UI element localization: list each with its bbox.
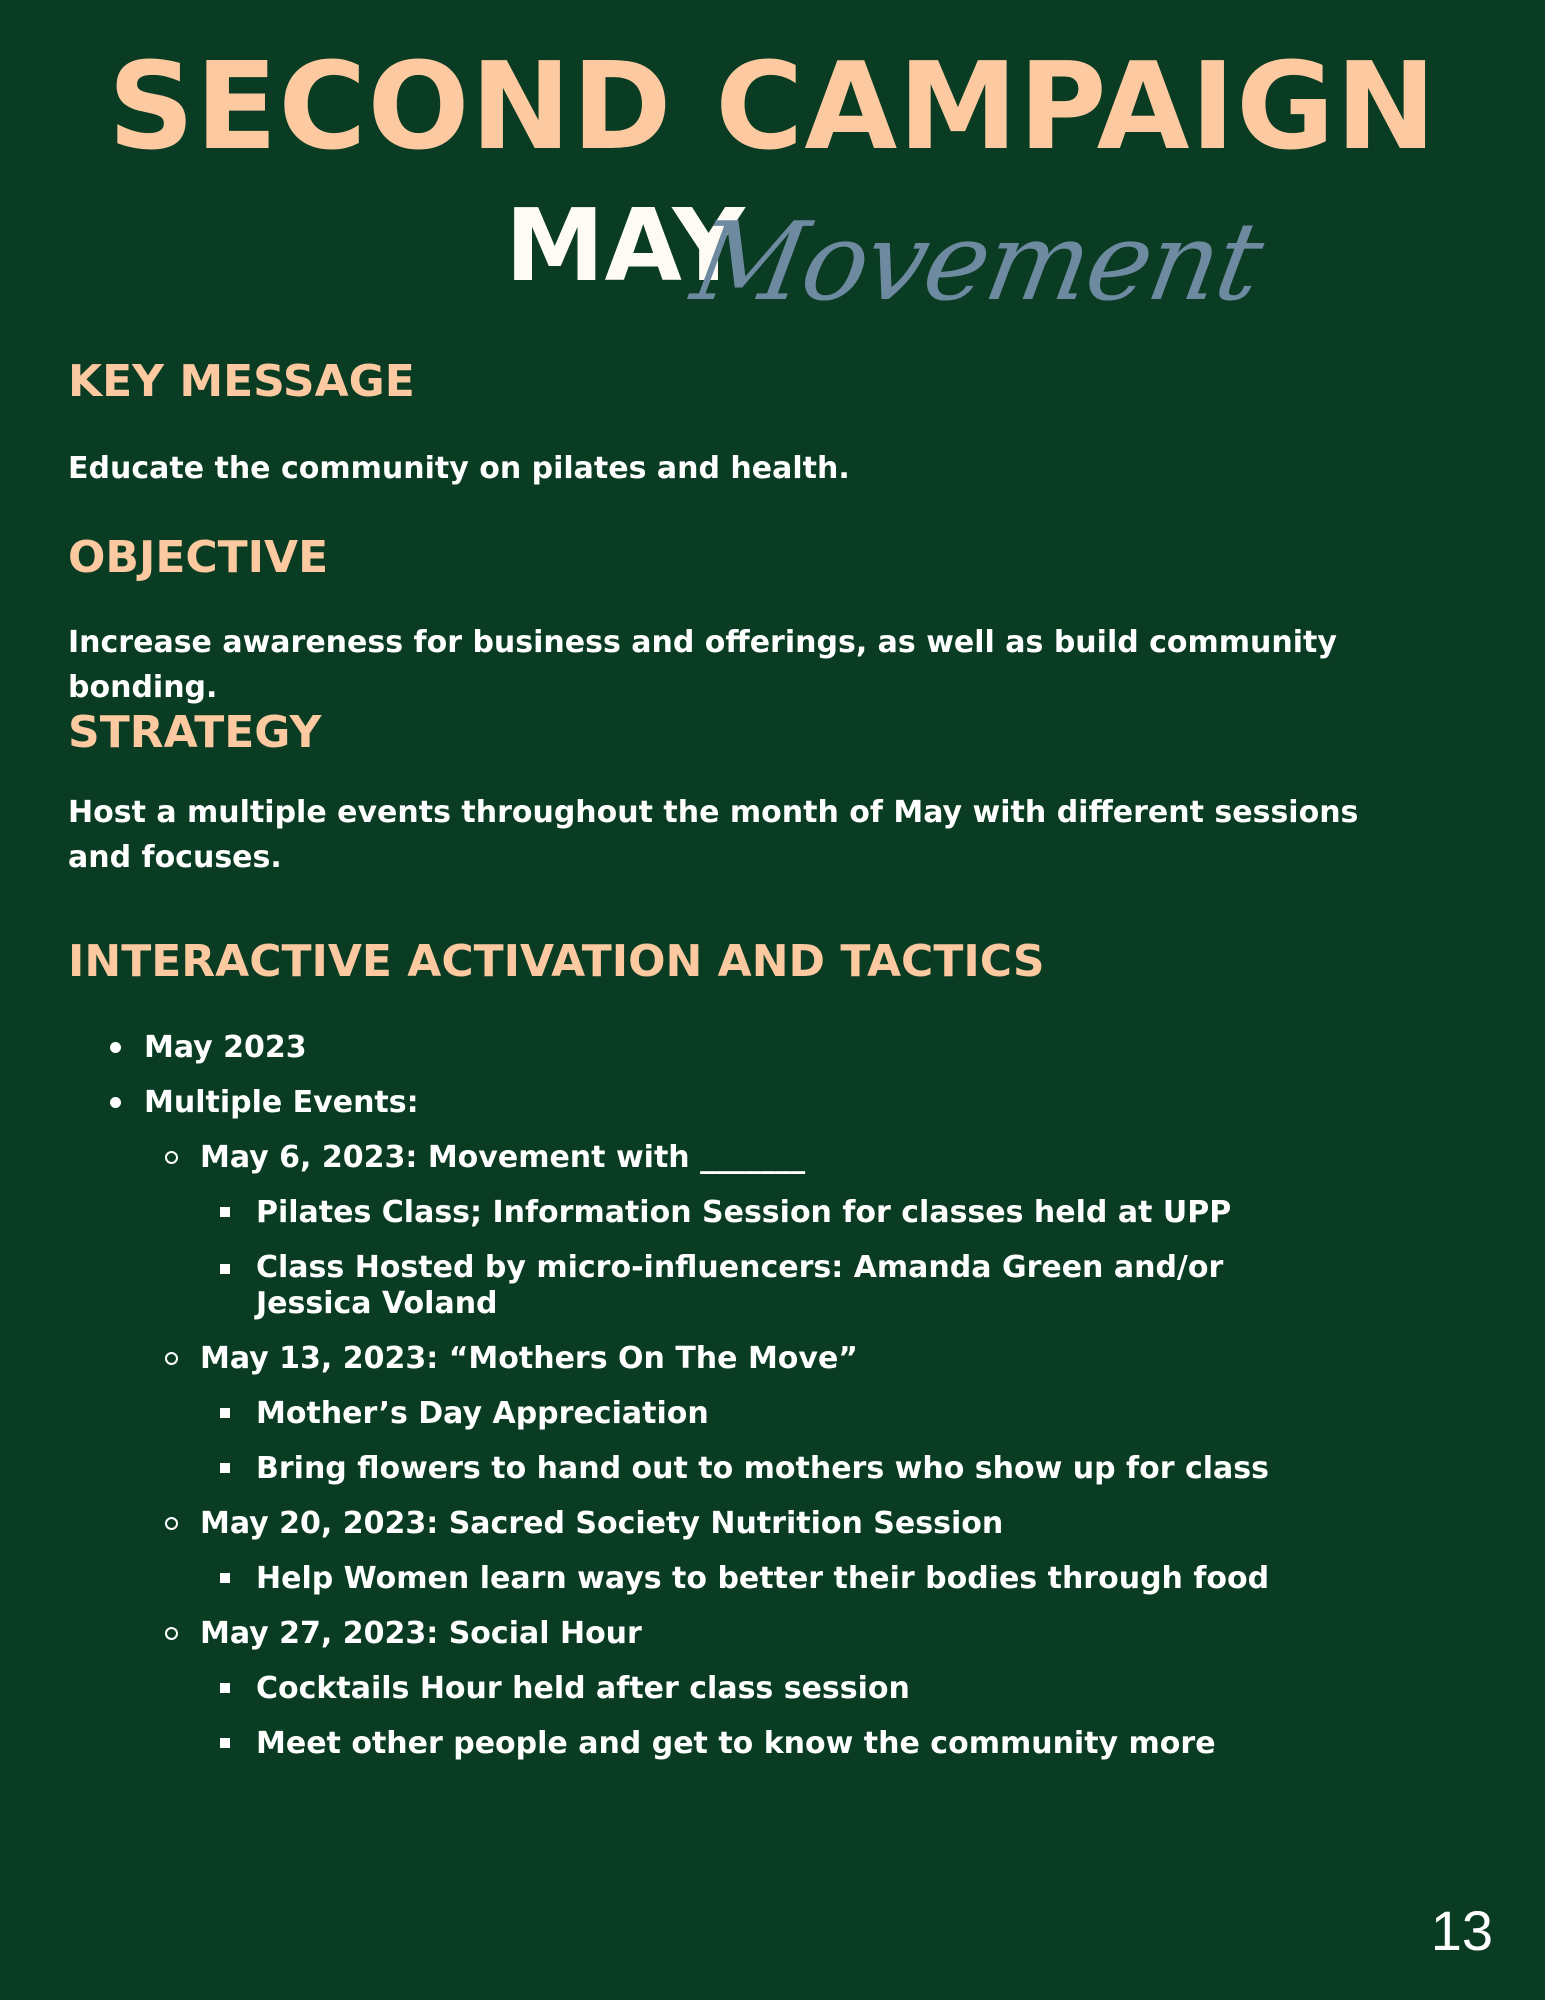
bullet-circle-icon: [165, 1151, 178, 1164]
bullet-square-icon: [220, 1408, 230, 1418]
strategy-heading: STRATEGY: [68, 707, 322, 758]
campaign-script-title: Movement: [684, 200, 1270, 325]
list-item-text: May 6, 2023: Movement with _______: [200, 1140, 806, 1175]
bullet-circle-icon: [165, 1517, 178, 1530]
list-item: [68, 1496, 1468, 1551]
list-item-text: Cocktails Hour held after class session: [256, 1671, 910, 1706]
bullet-square-icon: [220, 1207, 230, 1217]
list-item: [68, 1075, 1468, 1130]
bullet-square-icon: [220, 1463, 230, 1473]
bullet-square-icon: [220, 1264, 230, 1274]
list-item: [68, 1331, 1468, 1386]
campaign-title: SECOND CAMPAIGN: [107, 38, 1438, 177]
bullet-disc-icon: [110, 1042, 121, 1053]
list-item-text: May 2023: [144, 1030, 307, 1065]
bullet-circle-icon: [165, 1352, 178, 1365]
objective-heading: OBJECTIVE: [68, 532, 329, 583]
list-item-text: Pilates Class; Information Session for classes held at UPP: [256, 1195, 1232, 1230]
list-item-text: Multiple Events:: [144, 1085, 419, 1120]
bullet-square-icon: [220, 1573, 230, 1583]
list-item: [68, 1551, 1456, 1606]
list-item: [68, 1240, 1268, 1331]
bullet-circle-icon: [165, 1627, 178, 1640]
strategy-text: Host a multiple events throughout the month of May with different sessions and focuses.: [68, 795, 1359, 875]
list-item-text: May 13, 2023: “Mothers On The Move”: [200, 1341, 859, 1376]
bullet-square-icon: [220, 1738, 230, 1748]
list-item-text: Class Hosted by micro-influencers: Amanda Green and/or Jessica Voland: [256, 1250, 1224, 1321]
list-item-text: Mother’s Day Appreciation: [256, 1396, 709, 1431]
bullet-disc-icon: [110, 1097, 121, 1108]
tactics-list: [68, 1020, 1468, 1771]
campaign-month: MAY: [505, 187, 745, 304]
list-item-text: Bring flowers to hand out to mothers who show up for class: [256, 1451, 1269, 1486]
key-message-text: Educate the community on pilates and health.: [68, 451, 850, 486]
list-item: [68, 1716, 1456, 1771]
list-item-text: Meet other people and get to know the community more: [256, 1726, 1216, 1761]
list-item-text: Help Women learn ways to better their bodies through food: [256, 1561, 1270, 1596]
list-item: [68, 1185, 1456, 1240]
bullet-square-icon: [220, 1683, 230, 1693]
list-item-text: May 27, 2023: Social Hour: [200, 1616, 642, 1651]
list-item: [68, 1020, 1468, 1075]
list-item: [68, 1441, 1456, 1496]
list-item: [68, 1606, 1468, 1661]
objective-text: Increase awareness for business and offerings, as well as build community bonding.: [68, 625, 1337, 705]
list-item: [68, 1130, 1468, 1185]
key-message-heading: KEY MESSAGE: [68, 356, 415, 407]
list-item: [68, 1386, 1456, 1441]
page-number: 13: [1430, 1899, 1493, 1962]
tactics-heading: INTERACTIVE ACTIVATION AND TACTICS: [68, 936, 1045, 987]
list-item-text: May 20, 2023: Sacred Society Nutrition Session: [200, 1506, 1004, 1541]
list-item: [68, 1661, 1456, 1716]
